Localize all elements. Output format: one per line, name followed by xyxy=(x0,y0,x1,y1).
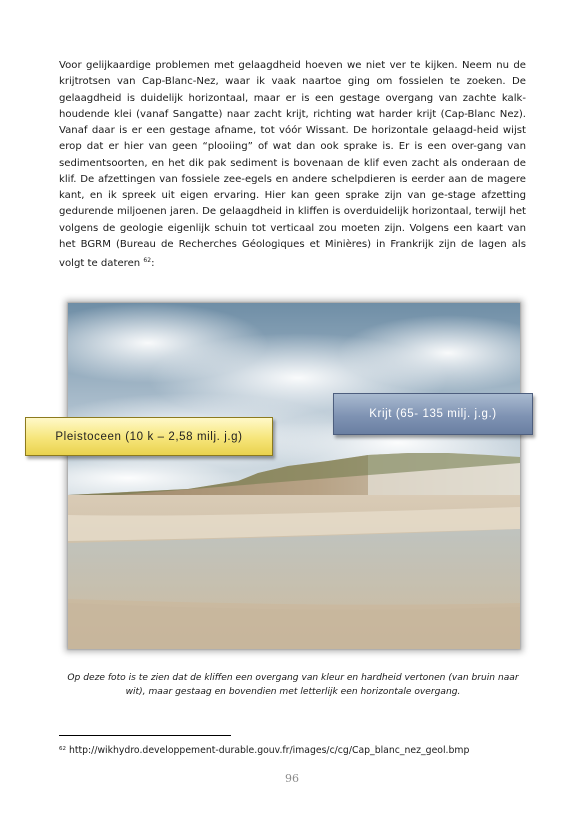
pleistoceen-label-text: Pleistoceen (10 k – 2,58 milj. j.g) xyxy=(55,430,243,443)
cliff-photo xyxy=(68,303,520,649)
footnote-link[interactable]: http://wikhydro.developpement-durable.gouv.fr/images/c/cg/Cap_blanc_nez_geol.bmp xyxy=(68,745,470,756)
footnote xyxy=(59,742,529,758)
footnote-number: 62 xyxy=(59,746,66,752)
page-number: 96 xyxy=(285,772,299,785)
krijt-label-text: Krijt (65- 135 milj. j.g.) xyxy=(369,408,497,420)
body-paragraph-text: Voor gelijkaardige problemen met gelaagdheid hoeven we niet ver te kijken. Neem nu de krijtrotsen van Cap-Blanc-Nez, waar ik vaak naartoe ging om fossielen te zoeken. De gelaagdheid is duidelijk horizontaal, maar er is een gestage overgang van zachte kalk-houdende klei (vanaf Sangatte) naar zacht krijt, richting wat harder krijt (Cap-Blanc Nez). Vanaf daar is er een gestage afname, tot vóór Wissant. De horizontale gelaagd-heid wijst erop dat er hier van geen “plooiing” of wat dan ook sprake is. Er is een over-gang van sedimentsoorten, en het dik pak sediment is bovenaan de klif even zacht als onderaan de klif. De afzettingen van fossiele zee-egels en andere schelpdieren is eerder aan de magere kant, en ik spreek uit eigen ervaring. Hier kan geen sprake zijn van ge-stage afzetting gedurende miljoenen jaren. De gelaagdheid in kliffen is overduidelijk horizontaal, terwijl het volgens de geologie eigenlijk schuin tot verticaal zou moeten zijn. Volgens een kaart van het BGRM (Bureau de Recherches Géologiques et Minières) in Frankrijk zijn de lagen als volgt te dateren xyxy=(59,60,526,269)
footnote-reference[interactable]: 62 xyxy=(143,257,152,264)
cliff-photo-image xyxy=(68,303,520,649)
footnote-divider xyxy=(59,735,231,736)
body-paragraph-ending: : xyxy=(151,258,155,269)
photo-caption: Op deze foto is te zien dat de kliffen een overgang van kleur en hardheid vertonen (van bruin naar wit), maar gestaag en bovendien met letterlijk een horizontale overgang. xyxy=(67,673,519,697)
krijt-label xyxy=(333,393,533,435)
body-paragraph xyxy=(59,58,526,272)
pleistoceen-label xyxy=(25,417,273,456)
